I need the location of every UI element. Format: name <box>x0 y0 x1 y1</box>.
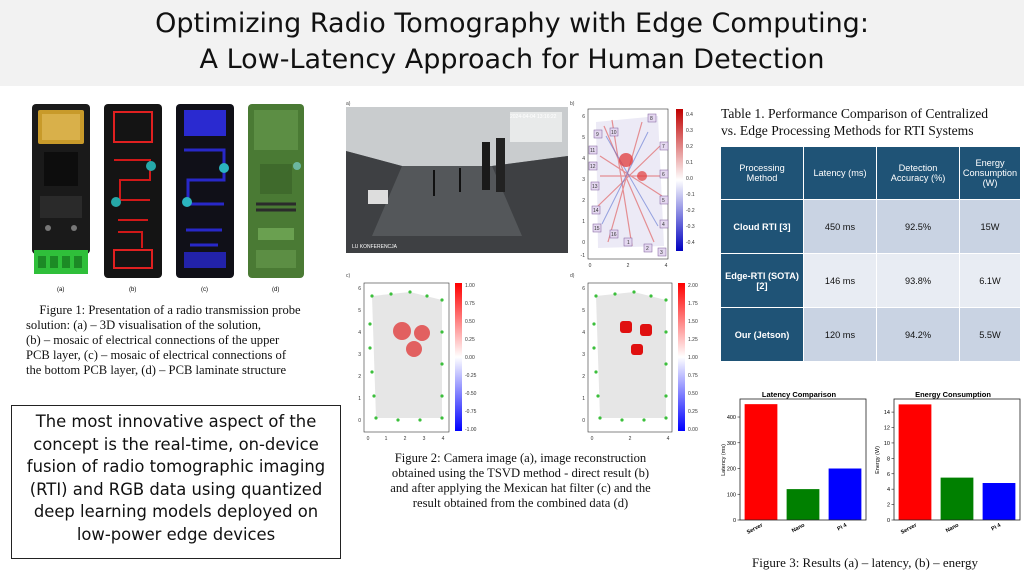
colorbar-tick: 2.00 <box>688 283 698 289</box>
y-tick-label: 4 <box>886 487 890 494</box>
table-header-row <box>721 147 1021 200</box>
panel-letter-c: c) <box>346 273 351 279</box>
x-category-label: Nano <box>944 522 960 535</box>
bar-server <box>899 404 932 520</box>
y-tick: 6 <box>582 114 585 120</box>
table-cell: 6.1W <box>960 254 1021 308</box>
performance-table <box>720 146 1021 362</box>
pcb-top-layer-image <box>104 104 162 278</box>
colorbar-tick: 0.4 <box>686 112 693 118</box>
node-number: 12 <box>590 164 596 170</box>
x-labels <box>746 522 849 536</box>
x-tick: 4 <box>664 263 668 269</box>
x-tick: 4 <box>441 436 445 442</box>
y-tick: 1 <box>358 396 361 402</box>
y-tick-label: 200 <box>726 466 736 473</box>
pcb-3d-board-image <box>32 104 90 274</box>
pcb-bottom-layer-image <box>176 104 234 278</box>
table-cell: 146 ms <box>804 254 877 308</box>
figure3-caption: Figure 3: Results (a) – latency, (b) – energy <box>752 555 978 570</box>
caption-line: and after applying the Mexican hat filter (c) and the <box>390 481 651 495</box>
caption-text: Camera image (a), image reconstruction <box>443 451 647 465</box>
y-tick-label: 14 <box>883 410 890 417</box>
y-tick-label: 10 <box>883 440 890 447</box>
y-tick: 6 <box>358 286 361 292</box>
colorbar-tick: 0.0 <box>686 176 693 182</box>
y-tick: 5 <box>358 308 361 314</box>
x-category-label: Server <box>899 522 918 536</box>
colorbar-tick: -0.4 <box>686 240 695 246</box>
node-number: 15 <box>594 226 600 232</box>
innovation-line: low-power edge devices <box>76 524 276 544</box>
bar-pi-4 <box>829 469 862 520</box>
caption-line: PCB layer, (c) – mosaic of electrical connections of <box>26 348 287 362</box>
node-number: 13 <box>592 184 598 190</box>
y-tick-label: 100 <box>726 492 736 499</box>
y-tick: 2 <box>358 374 361 380</box>
pcb-laminate-image <box>248 104 304 278</box>
column-header: Processing Method <box>721 147 804 200</box>
table-cell: Our (Jetson) <box>721 308 804 362</box>
y-tick: 5 <box>582 308 585 314</box>
bar-server <box>745 404 778 520</box>
y-tick: 4 <box>582 156 585 162</box>
table-cell: 120 ms <box>804 308 877 362</box>
colorbar-tick: 0.25 <box>688 409 698 415</box>
y-tick: -1 <box>580 253 585 259</box>
colorbar-d <box>678 283 685 431</box>
camera-image <box>346 107 568 253</box>
camera-overlay-text: LU KONFERENCJA <box>352 244 398 250</box>
x-tick: 3 <box>422 436 426 442</box>
table-cell: Cloud RTI [3] <box>721 200 804 254</box>
mexican-hat-filtered-reconstruction <box>358 283 449 442</box>
caption-line: obtained using the TSVD method - direct result (b) <box>391 466 650 480</box>
innovation-line: fusion of radio tomographic imaging <box>26 457 326 477</box>
colorbar-tick: 0.75 <box>465 301 475 307</box>
colorbar-tick: -0.2 <box>686 208 695 214</box>
x-labels <box>900 522 1003 536</box>
table-row <box>721 308 1021 362</box>
poster-title-line2: A Low-Latency Approach for Human Detection <box>199 44 825 75</box>
node-number: 9 <box>596 132 599 138</box>
table-cell: Edge-RTI (SOTA) [2] <box>721 254 804 308</box>
colorbar-tick: 1.25 <box>688 337 698 343</box>
caption-line: solution: (a) – 3D visualisation of the solution, <box>26 318 262 332</box>
x-category-label: Server <box>745 522 764 536</box>
colorbar-tick: 0.50 <box>688 391 698 397</box>
table-cell: 92.5% <box>877 200 960 254</box>
y-tick: 2 <box>582 374 585 380</box>
caption-line: vs. Edge Processing Methods for RTI Systems <box>721 123 974 138</box>
table-cell: 94.2% <box>877 308 960 362</box>
node-number: 4 <box>662 222 665 228</box>
colorbar-tick: 0.3 <box>686 128 693 134</box>
x-tick: 4 <box>666 436 670 442</box>
panel-letter-a: a) <box>346 101 351 107</box>
colorbar-tick: -0.25 <box>465 373 477 379</box>
caption-line: Table 1. Performance Comparison of Centralized <box>721 106 989 121</box>
node-number: 3 <box>660 250 663 256</box>
figure1-pcb-boards <box>14 100 334 300</box>
x-tick: 0 <box>366 436 370 442</box>
colorbar-c <box>455 283 462 431</box>
figure2-panels <box>342 96 714 448</box>
panel-label-b: (b) <box>129 287 137 293</box>
panel-label-c: (c) <box>201 287 208 293</box>
y-tick: 1 <box>582 396 585 402</box>
node-number: 6 <box>662 172 665 178</box>
y-tick: 3 <box>582 352 585 358</box>
x-tick: 2 <box>628 436 632 442</box>
y-tick: 3 <box>358 352 361 358</box>
figure1-caption <box>14 303 326 378</box>
y-tick-label: 0 <box>886 518 890 524</box>
colorbar-tick: 0.2 <box>686 144 693 150</box>
colorbar-tick: 0.00 <box>688 427 698 433</box>
colorbar-b <box>676 109 683 251</box>
colorbar-tick: 0.50 <box>465 319 475 325</box>
innovation-line: (RTI) and RGB data using quantized <box>29 479 323 499</box>
bars <box>899 404 1016 520</box>
combined-data-reconstruction <box>582 283 672 442</box>
y-tick-label: 0 <box>732 518 736 524</box>
y-tick-label: 400 <box>726 415 736 422</box>
colorbar-tick: 1.00 <box>688 355 698 361</box>
y-tick: 1 <box>582 219 585 225</box>
x-tick: 0 <box>588 263 592 269</box>
x-tick: 0 <box>590 436 594 442</box>
x-tick: 2 <box>403 436 407 442</box>
innovation-line: deep learning models deployed on <box>33 502 319 522</box>
y-axis-label: Energy (W) <box>875 446 881 474</box>
colorbar-tick: 0.25 <box>465 337 475 343</box>
y-tick-label: 12 <box>883 425 890 432</box>
table-cell: 5.5W <box>960 308 1021 362</box>
y-tick: 0 <box>582 240 585 246</box>
x-tick: 2 <box>626 263 630 269</box>
table-row <box>721 254 1021 308</box>
y-tick: 0 <box>582 418 585 424</box>
colorbar-tick: -0.75 <box>465 409 477 415</box>
colorbar-tick: 1.75 <box>688 301 698 307</box>
y-tick: 5 <box>582 135 585 141</box>
colorbar-tick: 1.00 <box>465 283 475 289</box>
x-category-label: Nano <box>790 522 806 535</box>
column-header: Latency (ms) <box>804 147 877 200</box>
node-number: 11 <box>590 148 596 154</box>
chart-title: Energy Consumption <box>915 390 991 399</box>
node-number: 1 <box>627 240 630 246</box>
panel-label-a: (a) <box>57 287 65 293</box>
y-tick: 3 <box>582 177 585 183</box>
panel-letter-d: d) <box>570 273 575 279</box>
caption-line: the bottom PCB layer, (d) – PCB laminate structure <box>26 363 287 377</box>
colorbar-tick: -1.00 <box>465 427 477 433</box>
innovation-line: The most innovative aspect of the <box>35 412 317 431</box>
colorbar-tick: -0.1 <box>686 192 695 198</box>
node-number: 8 <box>650 116 653 122</box>
y-tick: 6 <box>582 286 585 292</box>
y-tick-label: 2 <box>886 502 890 509</box>
y-tick: 4 <box>358 330 361 336</box>
caption-prefix: Figure 2: <box>394 451 444 465</box>
table-cell: 15W <box>960 200 1021 254</box>
node-number: 16 <box>611 232 617 238</box>
y-ticks <box>884 410 894 524</box>
node-number: 7 <box>662 144 665 150</box>
node-number: 2 <box>646 246 649 252</box>
x-category-label: Pi 4 <box>836 522 848 533</box>
x-tick: 1 <box>384 436 388 442</box>
latency-bar-chart <box>712 386 868 548</box>
y-tick: 2 <box>582 198 585 204</box>
y-tick: 0 <box>358 418 361 424</box>
panel-letter-b: b) <box>570 101 575 107</box>
y-tick: 4 <box>582 330 585 336</box>
bars <box>745 404 862 520</box>
y-tick-label: 300 <box>726 440 736 447</box>
node-number: 10 <box>611 130 617 136</box>
colorbar-tick: 0.00 <box>465 355 475 361</box>
figure2-caption <box>348 451 693 511</box>
node-number: 5 <box>662 198 665 204</box>
energy-bar-chart <box>866 386 1022 548</box>
bar-pi-4 <box>983 483 1016 520</box>
poster-title-line1: Optimizing Radio Tomography with Edge Computing: <box>155 8 869 39</box>
table-cell: 450 ms <box>804 200 877 254</box>
panel-label-d: (d) <box>272 287 280 293</box>
caption-line: (b) – mosaic of electrical connections of the upper <box>26 333 280 347</box>
colorbar-tick: 1.50 <box>688 319 698 325</box>
colorbar-tick: 0.1 <box>686 160 693 166</box>
table-cell: 93.8% <box>877 254 960 308</box>
table-row <box>721 200 1021 254</box>
y-axis-label: Latency (ms) <box>721 444 727 476</box>
caption-line: Figure 1: Presentation of a radio transmission probe <box>39 303 301 317</box>
column-header: Detection Accuracy (%) <box>877 147 960 200</box>
column-header: Energy Consumption (W) <box>960 147 1021 200</box>
innovation-text <box>12 411 340 547</box>
bar-nano <box>787 489 820 520</box>
x-category-label: Pi 4 <box>990 522 1002 533</box>
node-number: 14 <box>593 208 599 214</box>
y-tick-label: 8 <box>886 456 890 463</box>
tsvd-direct-reconstruction <box>581 109 668 269</box>
innovation-line: concept is the real-time, on-device <box>33 434 319 454</box>
colorbar-tick: -0.50 <box>465 391 477 397</box>
colorbar-tick: -0.3 <box>686 224 695 230</box>
camera-timestamp: 2024-04-04 13:16:22 <box>510 114 557 120</box>
caption-line <box>348 451 693 466</box>
colorbar-tick: 0.75 <box>688 373 698 379</box>
y-tick-label: 6 <box>886 471 890 478</box>
table1-caption <box>721 105 1021 139</box>
chart-title: Latency Comparison <box>761 390 837 399</box>
y-ticks <box>727 415 740 524</box>
bar-nano <box>941 478 974 520</box>
caption-line: result obtained from the combined data (d) <box>412 496 629 510</box>
